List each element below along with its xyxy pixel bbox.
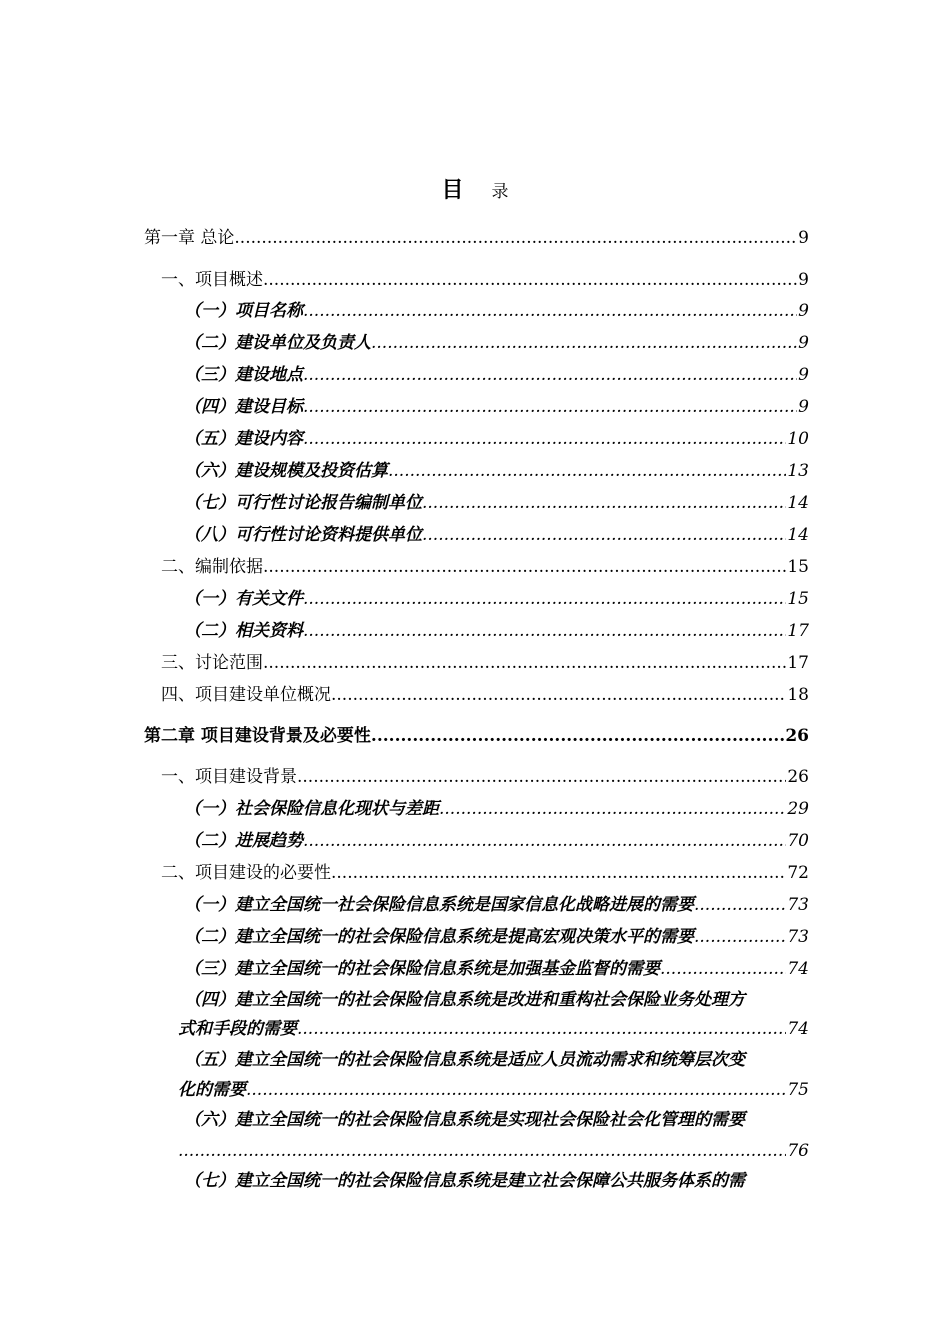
toc-page-number: 29 bbox=[787, 799, 809, 819]
toc-entry-chapter-2[interactable] bbox=[0, 723, 950, 749]
toc-entry[interactable] bbox=[0, 522, 950, 548]
toc-page-number: 9 bbox=[798, 397, 809, 417]
toc-leader-dots bbox=[694, 924, 786, 950]
toc-page-number: 13 bbox=[787, 461, 809, 481]
toc-page-number: 18 bbox=[787, 685, 809, 705]
toc-entry-text: （七）可行性讨论报告编制单位 bbox=[184, 493, 422, 513]
toc-entry[interactable] bbox=[0, 1016, 950, 1042]
toc-entry-text: 第二章 项目建设背景及必要性 bbox=[144, 726, 371, 746]
toc-page-number: 17 bbox=[787, 653, 809, 673]
toc-entry-text: 三、讨论范围 bbox=[161, 653, 263, 673]
toc-entry-text: （一）项目名称 bbox=[184, 301, 303, 321]
toc-leader-dots bbox=[303, 426, 786, 452]
toc-page-number: 73 bbox=[787, 895, 809, 915]
toc-entry[interactable] bbox=[0, 892, 950, 918]
toc-entry-text: 二、项目建设的必要性 bbox=[161, 863, 331, 883]
toc-entry[interactable] bbox=[0, 682, 950, 708]
toc-entry[interactable] bbox=[0, 394, 950, 420]
toc-entry-text: （六）建设规模及投资估算 bbox=[184, 461, 388, 481]
toc-entry[interactable] bbox=[0, 860, 950, 886]
toc-leader-dots bbox=[331, 860, 786, 886]
toc-entry-text: （二）相关资料 bbox=[184, 621, 303, 641]
toc-page-number: 9 bbox=[798, 270, 809, 290]
toc-leader-dots bbox=[303, 586, 786, 612]
toc-page-number: 10 bbox=[787, 429, 809, 449]
toc-entry[interactable] bbox=[0, 1138, 950, 1164]
toc-leader-dots bbox=[263, 267, 797, 293]
toc-entry[interactable] bbox=[0, 298, 950, 324]
toc-entry-text: （一）建立全国统一社会保险信息系统是国家信息化战略进展的需要 bbox=[184, 895, 694, 915]
toc-entry[interactable] bbox=[0, 586, 950, 612]
toc-leader-dots bbox=[263, 554, 786, 580]
toc-leader-dots bbox=[331, 682, 786, 708]
toc-entry[interactable] bbox=[0, 490, 950, 516]
toc-entry-text: （二）建设单位及负责人 bbox=[184, 333, 371, 353]
toc-page-number: 73 bbox=[787, 927, 809, 947]
toc-entry[interactable] bbox=[0, 267, 950, 293]
toc-leader-dots bbox=[439, 796, 786, 822]
toc-entry-text-line1[interactable]: （七）建立全国统一的社会保险信息系统是建立社会保障公共服务体系的需 bbox=[184, 1171, 745, 1191]
toc-entry-text: （三）建立全国统一的社会保险信息系统是加强基金监督的需要 bbox=[184, 959, 660, 979]
toc-leader-dots bbox=[303, 298, 797, 324]
toc-entry-text: 一、项目建设背景 bbox=[161, 767, 297, 787]
toc-entry-text: （二）建立全国统一的社会保险信息系统是提高宏观决策水平的需要 bbox=[184, 927, 694, 947]
toc-page-number: 15 bbox=[787, 557, 809, 577]
toc-leader-dots bbox=[303, 362, 797, 388]
toc-page-number: 14 bbox=[787, 493, 809, 513]
toc-title bbox=[0, 176, 950, 206]
toc-entry[interactable] bbox=[0, 924, 950, 950]
toc-leader-dots bbox=[246, 1077, 786, 1103]
toc-entry[interactable] bbox=[0, 956, 950, 982]
toc-page-number: 17 bbox=[787, 621, 809, 641]
toc-leader-dots bbox=[303, 618, 786, 644]
toc-entry[interactable] bbox=[0, 764, 950, 790]
toc-entry[interactable] bbox=[0, 1077, 950, 1103]
toc-page-number: 76 bbox=[787, 1141, 809, 1161]
toc-leader-dots bbox=[263, 650, 786, 676]
toc-entry-text: 一、项目概述 bbox=[161, 270, 263, 290]
toc-entry[interactable] bbox=[0, 330, 950, 356]
toc-leader-dots bbox=[422, 490, 786, 516]
toc-title-char-1: 目 bbox=[441, 177, 464, 203]
toc-entry-chapter-1[interactable] bbox=[0, 225, 950, 251]
toc-page-number: 9 bbox=[798, 333, 809, 353]
toc-page-number: 9 bbox=[798, 228, 809, 248]
toc-leader-dots bbox=[660, 956, 786, 982]
toc-page-number: 14 bbox=[787, 525, 809, 545]
toc-entry-text: 式和手段的需要 bbox=[178, 1019, 297, 1039]
toc-leader-dots bbox=[178, 1138, 786, 1164]
toc-page-number: 70 bbox=[787, 831, 809, 851]
toc-leader-dots bbox=[371, 330, 797, 356]
toc-leader-dots bbox=[303, 828, 786, 854]
toc-page-number: 26 bbox=[787, 767, 809, 787]
toc-leader-dots bbox=[388, 458, 786, 484]
toc-entry-text: （三）建设地点 bbox=[184, 365, 303, 385]
toc-page-number: 9 bbox=[798, 365, 809, 385]
toc-leader-dots bbox=[297, 1016, 786, 1042]
toc-page-number: 74 bbox=[787, 959, 809, 979]
toc-page-number: 26 bbox=[785, 726, 809, 746]
toc-entry[interactable] bbox=[0, 554, 950, 580]
toc-entry-text: （四）建设目标 bbox=[184, 397, 303, 417]
toc-page-number: 15 bbox=[787, 589, 809, 609]
toc-leader-dots bbox=[371, 723, 784, 749]
toc-entry[interactable] bbox=[0, 828, 950, 854]
toc-entry[interactable] bbox=[0, 458, 950, 484]
toc-entry[interactable] bbox=[0, 796, 950, 822]
toc-entry-text: （一）社会保险信息化现状与差距 bbox=[184, 799, 439, 819]
toc-entry-text: （一）有关文件 bbox=[184, 589, 303, 609]
toc-page-number: 9 bbox=[798, 301, 809, 321]
toc-leader-dots bbox=[694, 892, 786, 918]
toc-entry-text: （二）进展趋势 bbox=[184, 831, 303, 851]
toc-leader-dots bbox=[234, 225, 797, 251]
toc-entry[interactable] bbox=[0, 426, 950, 452]
toc-entry-text: 化的需要 bbox=[178, 1080, 246, 1100]
toc-entry[interactable] bbox=[0, 650, 950, 676]
toc-page-number: 72 bbox=[787, 863, 809, 883]
toc-entry-text: （八）可行性讨论资料提供单位 bbox=[184, 525, 422, 545]
toc-title-char-2: 录 bbox=[491, 182, 509, 202]
toc-leader-dots bbox=[422, 522, 786, 548]
toc-page-number: 75 bbox=[787, 1080, 809, 1100]
toc-leader-dots bbox=[303, 394, 797, 420]
toc-entry[interactable] bbox=[0, 362, 950, 388]
toc-leader-dots bbox=[297, 764, 786, 790]
toc-entry[interactable] bbox=[0, 618, 950, 644]
toc-entry-text: 四、项目建设单位概况 bbox=[161, 685, 331, 705]
toc-entry-text: （五）建设内容 bbox=[184, 429, 303, 449]
toc-entry-text: 二、编制依据 bbox=[161, 557, 263, 577]
toc-entry-text-line1[interactable]: （五）建立全国统一的社会保险信息系统是适应人员流动需求和统筹层次变 bbox=[184, 1050, 745, 1070]
toc-entry-text-line1[interactable]: （六）建立全国统一的社会保险信息系统是实现社会保险社会化管理的需要 bbox=[184, 1110, 745, 1130]
toc-entry-text: 第一章 总论 bbox=[144, 228, 235, 248]
toc-entry-text-line1[interactable]: （四）建立全国统一的社会保险信息系统是改进和重构社会保险业务处理方 bbox=[184, 990, 745, 1010]
toc-page-number: 74 bbox=[787, 1019, 809, 1039]
